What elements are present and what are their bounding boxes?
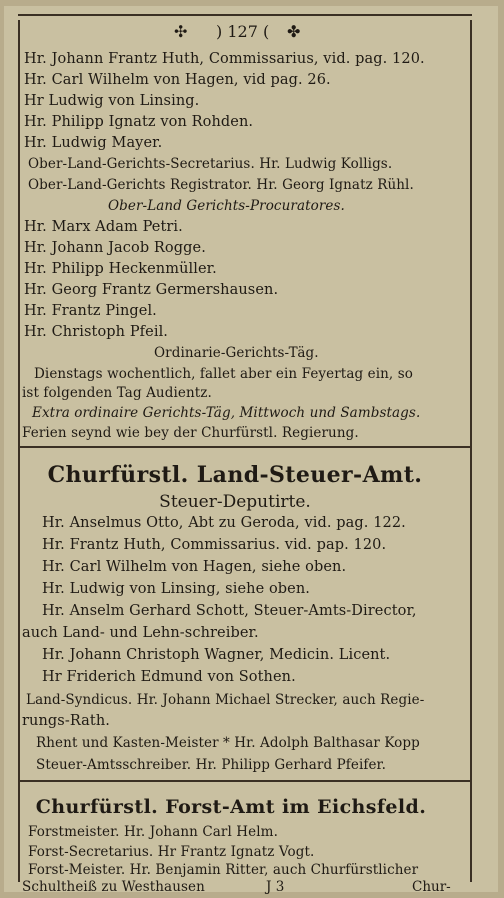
section-subtitle: Steuer-Deputirte.	[159, 492, 311, 512]
section-title: Churfürstl. Forst-Amt im Eichsfeld.	[35, 796, 427, 818]
catchword: Chur-	[412, 879, 451, 895]
entry-line: Extra ordinaire Gerichts-Täg, Mittwoch und Sambstags.	[32, 405, 421, 421]
entry-line: Hr. Carl Wilhelm von Hagen, siehe oben.	[42, 559, 347, 575]
entry-line: Hr. Anselm Gerhard Schott, Steuer-Amts-Director,	[42, 603, 417, 619]
entry-line: Hr. Philipp Heckenmüller.	[24, 261, 217, 277]
entry-line: Hr Ludwig von Linsing.	[24, 93, 200, 109]
entry-line: Hr. Marx Adam Petri.	[24, 219, 183, 235]
entry-line: Hr. Ludwig Mayer.	[24, 135, 163, 151]
entry-line: Hr. Christoph Pfeil.	[24, 324, 169, 340]
entry-line: Hr. Johann Frantz Huth, Commissarius, vid. pag. 120.	[24, 51, 425, 67]
signature-mark: J 3	[266, 879, 285, 895]
entry-line: Hr. Carl Wilhelm von Hagen, vid pag. 26.	[24, 72, 331, 88]
top-rule	[18, 14, 472, 16]
subheading: Ober-Land Gerichts-Procuratores.	[108, 198, 345, 214]
entry-line: Hr. Frantz Pingel.	[24, 303, 157, 319]
entry-line: Hr. Johann Christoph Wagner, Medicin. Licent.	[42, 647, 391, 663]
entry-line: Hr. Johann Jacob Rogge.	[24, 240, 206, 256]
left-border-rule	[18, 20, 20, 882]
entry-line: Hr. Frantz Huth, Commissarius. vid. pap. 120.	[42, 537, 387, 553]
section-divider	[18, 446, 472, 448]
entry-line: Land-Syndicus. Hr. Johann Michael Strecker, auch Regie-	[26, 692, 425, 708]
entry-line: ist folgenden Tag Audientz.	[22, 385, 212, 401]
entry-line: Hr. Anselmus Otto, Abt zu Geroda, vid. pag. 122.	[42, 515, 406, 531]
entry-line: Rhent und Kasten-Meister * Hr. Adolph Balthasar Kopp	[36, 735, 420, 751]
entry-line: Hr. Ludwig von Linsing, siehe oben.	[42, 581, 311, 597]
right-ornament-icon: ✤	[287, 22, 301, 41]
entry-line: Steuer-Amtsschreiber. Hr. Philipp Gerhard Pfeifer.	[36, 757, 387, 773]
entry-line: Forst-Secretarius. Hr Frantz Ignatz Vogt.	[28, 844, 315, 860]
entry-line: Dienstags wochentlich, fallet aber ein Feyertag ein, so	[34, 366, 413, 382]
book-page	[4, 6, 498, 895]
entry-line: rungs-Rath.	[22, 713, 111, 729]
entry-line: Hr. Georg Frantz Germershausen.	[24, 282, 279, 298]
right-border-rule	[470, 20, 472, 882]
page-number: ) 127 (	[216, 22, 270, 41]
entry-line: Hr. Philipp Ignatz von Rohden.	[24, 114, 254, 130]
entry-line: Ober-Land-Gerichts Registrator. Hr. Georg Ignatz Rühl.	[28, 177, 414, 193]
entry-line: auch Land- und Lehn-schreiber.	[22, 625, 259, 641]
entry-line: Schultheiß zu Westhausen	[22, 879, 205, 895]
entry-line: Forst-Meister. Hr. Benjamin Ritter, auch Churfürstlicher	[28, 862, 419, 878]
subheading: Ordinarie-Gerichts-Täg.	[154, 345, 319, 361]
section-divider	[18, 780, 472, 782]
entry-line: Forstmeister. Hr. Johann Carl Helm.	[28, 824, 278, 840]
section-title: Churfürstl. Land-Steuer-Amt.	[47, 462, 423, 488]
entry-line: Hr Friderich Edmund von Sothen.	[42, 669, 296, 685]
entry-line: Ober-Land-Gerichts-Secretarius. Hr. Ludwig Kolligs.	[28, 156, 393, 172]
entry-line: Ferien seynd wie bey der Churfürstl. Regierung.	[22, 425, 359, 441]
left-ornament-icon: ✣	[174, 22, 188, 41]
